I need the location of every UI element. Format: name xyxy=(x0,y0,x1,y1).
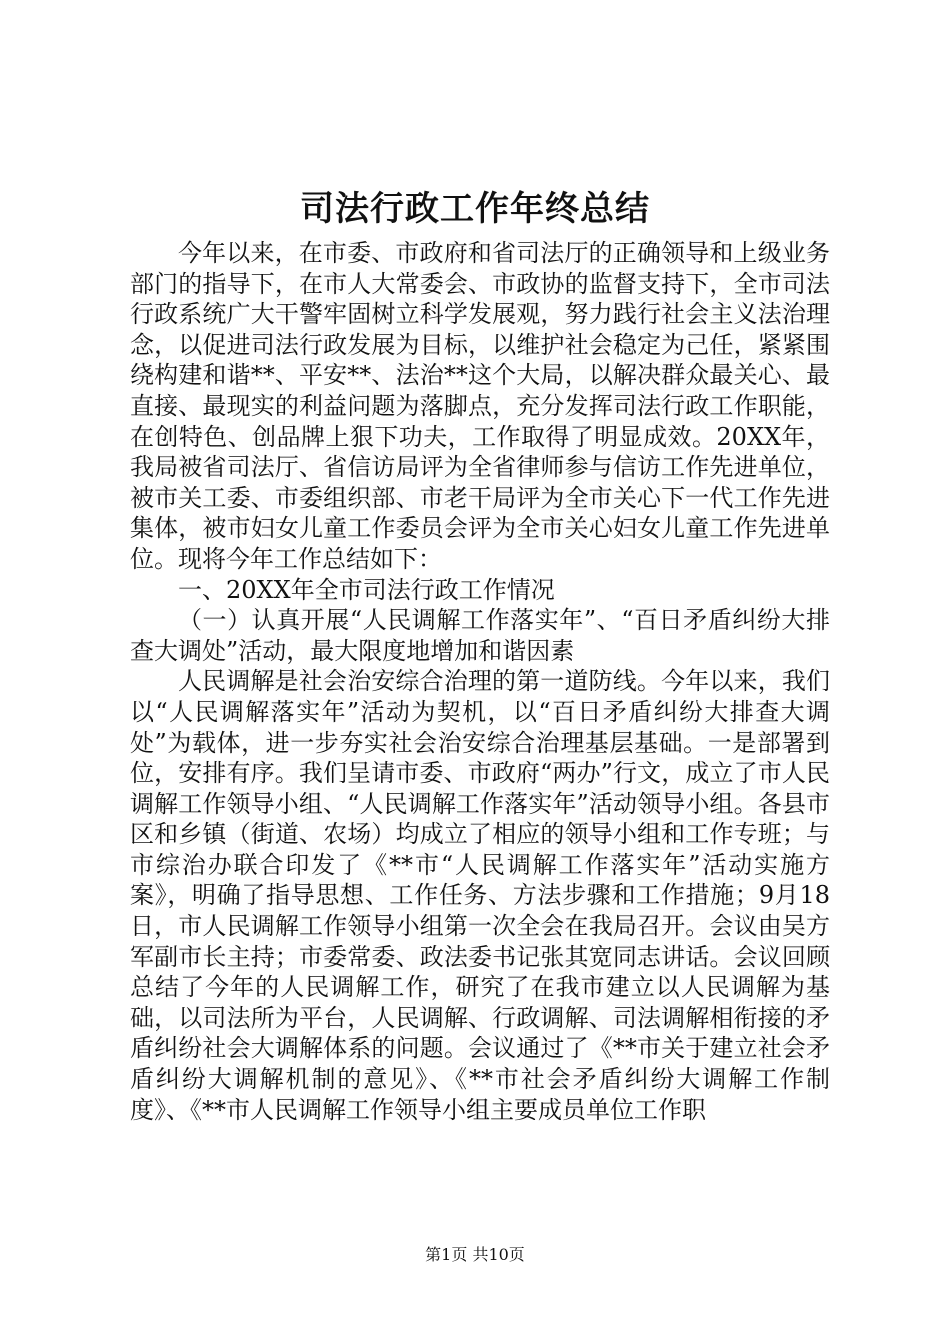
section-heading-1: 一、20XX年全市司法行政工作情况 xyxy=(178,575,555,604)
subsection-heading-1: （一）认真开展“人民调解工作落实年”、“百日矛盾纠纷大排查大调处”活动，最大限度地增加和谐因素 xyxy=(130,606,830,665)
document-title: 司法行政工作年终总结 xyxy=(300,189,650,229)
paragraph-mediation: 人民调解是社会治安综合治理的第一道防线。今年以来，我们以“人民调解落实年”活动为契机，以“百日矛盾纠纷大排查大调处”为载体，进一步夯实社会治安综合治理基层基础。一是部署到位，安排有序。我们呈请市委、市政府“两办”行文，成立了市人民调解工作领导小组、“人民调解工作落实年”活动领导小组。各县市区和乡镇（街道、农场）均成立了相应的领导小组和工作专班；与市综治办联合印发了《**市“人民调解工作落实年”活动实施方案》，明确了指导思想、工作任务、方法步骤和工作措施；9月18日，市人民调解工作领导小组第一次全会在我局召开。会议由吴方军副市长主持；市委常委、政法委书记张其宽同志讲话。会议回顾总结了今年的人民调解工作，研究了在我市建立以人民调解为基础，以司法所为平台，人民调解、行政调解、司法调解相衔接的矛盾纠纷社会大调解体系的问题。会议通过了《**市关于建立社会矛盾纠纷大调解机制的意见》、《**市社会矛盾纠纷大调解工作制度》、《**市人民调解工作领导小组主要成员单位工作职 xyxy=(130,667,830,1124)
page-footer: 第1页 共10页 xyxy=(425,1245,525,1264)
paragraph-intro: 今年以来，在市委、市政府和省司法厅的正确领导和上级业务部门的指导下，在市人大常委会、市政协的监督支持下，全市司法行政系统广大干警牢固树立科学发展观，努力践行社会主义法治理念，以促进司法行政发展为目标，以维护社会稳定为己任，紧紧围绕构建和谐**、平安**、法治**这个大局，以解决群众最关心、最直接、最现实的利益问题为落脚点，充分发挥司法行政工作职能，在创特色、创品牌上狠下功夫，工作取得了明显成效。20XX年，我局被省司法厅、省信访局评为全省律师参与信访工作先进单位，被市关工委、市委组织部、市老干局评为全市关心下一代工作先进集体，被市妇女儿童工作委员会评为全市关心妇女儿童工作先进单位。现将今年工作总结如下： xyxy=(130,239,830,573)
document-body xyxy=(130,238,830,1125)
